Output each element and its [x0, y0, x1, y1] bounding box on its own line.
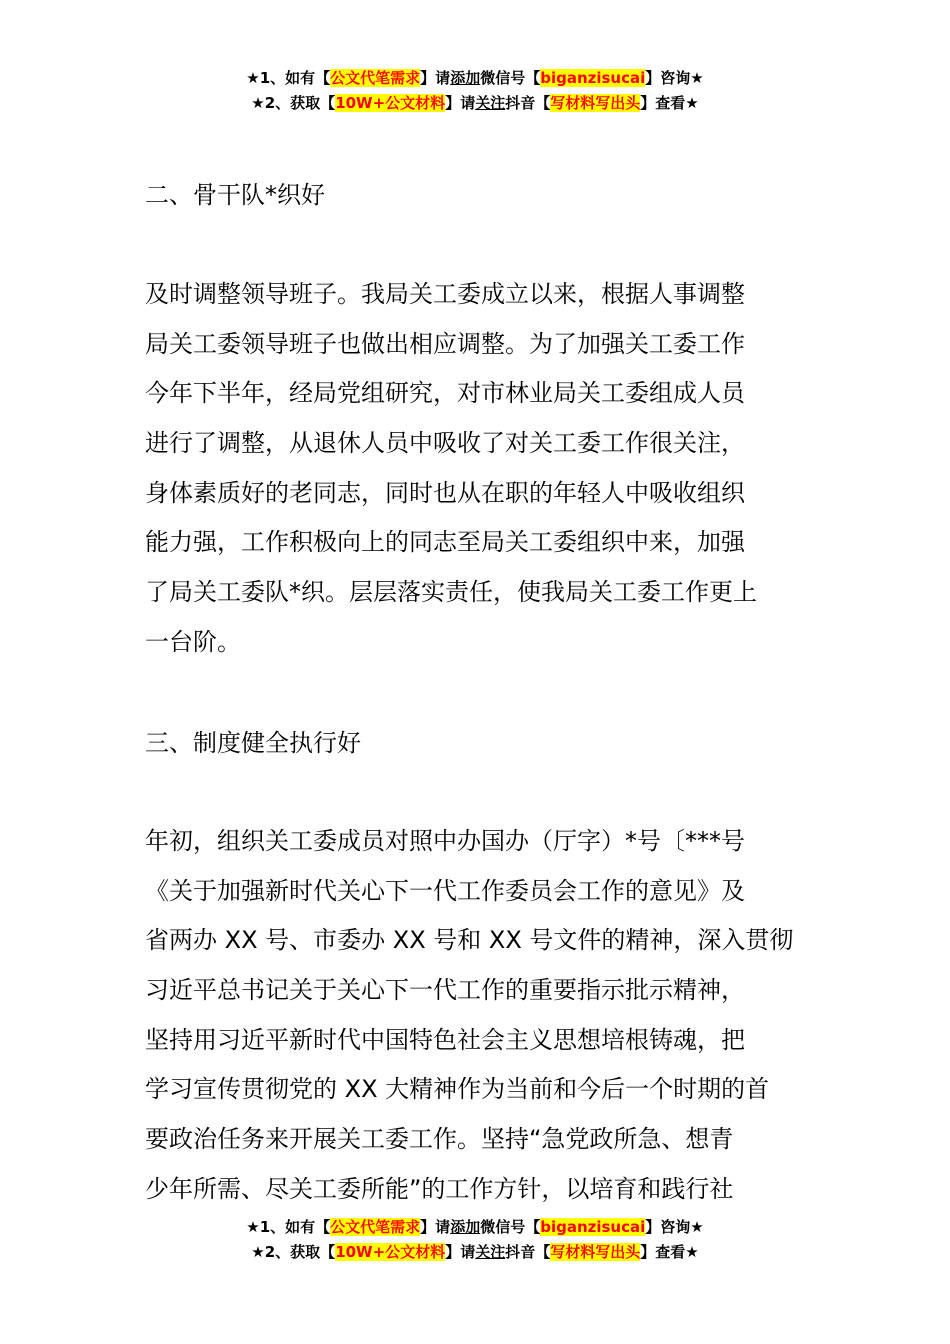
paragraph-line: 要政治任务来开展关工委工作。坚持“急党政所急、想青 [145, 1125, 734, 1154]
section-heading-3: 三、制度健全执行好 [145, 729, 361, 757]
highlight-materials: 10W+公文材料 [335, 94, 446, 112]
paragraph-line: 身体素质好的老同志，同时也从在职的年轻人中吸收组织 [145, 478, 745, 507]
paragraph-line: 学习宣传贯彻党的 XX 大精神作为当前和今后一个时期的首 [145, 1075, 770, 1104]
paragraph-line: 进行了调整，从退休人员中吸收了对关工委工作很关注， [145, 429, 745, 458]
banner-line-2: ★2、获取【10W+公文材料】请关注抖音【写材料写出头】查看★ [251, 94, 699, 112]
paragraph-line: 年初，组织关工委成员对照中办国办（厅字）*号〔***号 [145, 827, 745, 855]
paragraph-line: 了局关工委队*织。层层落实责任，使我局关工委工作更上 [145, 578, 757, 607]
section-heading-2: 二、骨干队*织好 [145, 181, 325, 209]
section-paragraph-3 [145, 817, 815, 1215]
footer-banner [0, 1215, 950, 1265]
paragraph-line: 省两办 XX 号、市委办 XX 号和 XX 号文件的精神，深入贯彻 [145, 926, 794, 955]
highlight-wechat-id: biganzisucai [540, 1218, 646, 1236]
highlight-wechat-id: biganzisucai [540, 69, 646, 87]
paragraph-line: 今年下半年，经局党组研究，对市林业局关工委组成人员 [145, 379, 745, 408]
paragraph-line: 一台阶。 [145, 627, 241, 656]
paragraph-line: 及时调整领导班子。我局关工委成立以来，根据人事调整 [145, 280, 745, 308]
highlight-douyin-account: 写材料写出头 [550, 94, 641, 112]
paragraph-line: 局关工委领导班子也做出相应调整。为了加强关工委工作 [145, 329, 745, 358]
highlight-service: 公文代笔需求 [330, 69, 421, 87]
highlight-service: 公文代笔需求 [330, 1218, 421, 1236]
paragraph-line: 少年所需、尽关工委所能”的工作方针，以培育和践行社 [145, 1174, 734, 1203]
paragraph-line: 能力强，工作积极向上的同志至局关工委组织中来，加强 [145, 528, 745, 557]
paragraph-line: 坚持用习近平新时代中国特色社会主义思想培根铸魂，把 [145, 1025, 745, 1054]
header-banner [0, 66, 950, 116]
highlight-materials: 10W+公文材料 [335, 1243, 446, 1261]
banner-line-1: ★1、如有【公文代笔需求】请添加微信号【biganzisucai】咨询★ [246, 69, 704, 87]
banner-line-1: ★1、如有【公文代笔需求】请添加微信号【biganzisucai】咨询★ [246, 1218, 704, 1236]
paragraph-line: 习近平总书记关于关心下一代工作的重要指示批示精神， [145, 976, 745, 1005]
paragraph-line: 《关于加强新时代关心下一代工作委员会工作的意见》及 [145, 876, 745, 905]
highlight-douyin-account: 写材料写出头 [550, 1243, 641, 1261]
banner-line-2: ★2、获取【10W+公文材料】请关注抖音【写材料写出头】查看★ [251, 1243, 699, 1261]
section-paragraph-2 [145, 270, 815, 668]
